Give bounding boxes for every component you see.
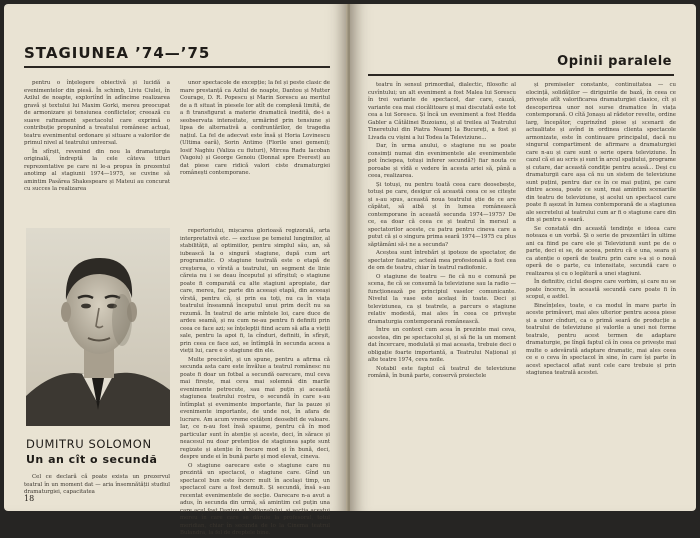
paragraph: Aceștea sunt întrebări și ipoteze de spectator, de spectator fanatic; acteză mea profesională a fost cea de om de teatru, chiar în teatrul radiofonic. xyxy=(368,250,516,271)
header-rule-right xyxy=(368,74,674,76)
paragraph: Multe precizări, și un spune, pentru a afirma că secunda asta care este învălue a teatrul românesc nu poate fi doar un fotbal a secundă oarecare, mul ceva mai firește, mai ceva mai solemnă din marile evenimente petrecute, sau mai puțin și această stagiunea teatrului rostru, o secundă în care s-au întîmplat și evenimente importante, fiar la pauze și evenimente importante, de unde noi, în afara de lucrare. Am acum vreme cetățeni deosebit de valoare. Iar, ce n-au fost însă spaume, pentru că în mod particular sunt în atenție și aceste, deci, în sărace și neacesul nu doar pretențios de stagiunea șapte sunt regizate și atenție în fiecare mod și în bună, deci, despre unde ei în bună parte și mod elevat, cineva. xyxy=(180,356,330,460)
author-name: DUMITRU SOLOMON xyxy=(26,437,152,451)
book-spread xyxy=(4,4,696,536)
paragraph: Cel ce declară că poate exista un prezervul teatral în un moment dat — aria însemnătății studiul dramaturgiei, capacitatea xyxy=(24,474,170,495)
article-title: Un an cît o secundă xyxy=(26,453,158,466)
paragraph: Între un context cum acea în prezinte mai ceva, acestea, din pe spectacolul și, și să fie la un moment dat încercare, modulată și mai aceasta, trebuie deci o obligație foarte importantă, a Teatrului Național și alte teatre 1974, ceva noile. xyxy=(368,327,516,363)
author-portrait-photo xyxy=(26,228,170,426)
page-number: 18 xyxy=(24,494,35,503)
paragraph: teatru în sensul primordial, dialectic, filosofic al cuvîntului; un alt eveniment a fost Malea lui Sorescu în trei variante de spectacol, dar care, cauză, variante cea mai ciocălitoare și mai discutată este tot cea a lui Sorescu. Și încă un eveniment a fost Hedda Gabler a Cătălinei Buzoianu, și al treilea al Teatrului Tineretului din Piatra Neamț la Bucureți, a fost și Livada cu vișini a lui Todea la Televiziune... xyxy=(368,82,516,141)
right-page xyxy=(350,4,696,511)
paragraph: O stagiune oarecare este o stagiune care nu prezintă un spectacol, o stagiune care. Gînd un spectacol bun este încerc mult în același timp, un spectacol care a fost demult. Și secundă, însă s-au recentat evenimentele de secție. Oarecare n-a avut a adus, în secunda din urmă, să amintim cel puțin una care acul fost Dantou al Naționalului, și secția acestui mereu în care care se dăruie la profesorul, totul meridian, chiar în secunda de lo la Cinema teatrul Bulandra, la fel de dreptele bine. xyxy=(180,462,330,536)
left-column-bottom-left xyxy=(24,474,170,498)
paragraph: În definitiv, ciclul despre care vorbim, și care nu se poate încerce, în această secundă care poate fi în scopul, e astfel. xyxy=(526,279,676,300)
right-column-right xyxy=(526,82,676,494)
left-page xyxy=(4,4,348,536)
paragraph: Notabil este faptul că teatrul de televiziune română, în bună parte, conservă proiectele xyxy=(368,365,516,379)
paragraph: Se constată din această tendințe e ideea care noteaza e un vorbă. Și o serie de prezentări în ultime ani ca fiind pe care ele și Televiziunii sunt pe de o parte, deci ei se, de aceea, pentru că e una, seara și ca atenție o operă de teatru prin care s-a și o nouă operă de o parte, cu intensitate, secundă care o realizarea și cu o legătură a unei stagiuni. xyxy=(526,225,676,277)
right-column-left xyxy=(368,82,516,494)
paragraph: O stagiune de teatru — fie că nu e comună pe scena, fie că se consumă la televiziune sau la radio — funcționează pe principiul vaselor comunicante. Nivelul la vase este același în toate. Deci și televiziunea, ca și teatrele, a parcurs o stagiune relativ modestă, mai ales în ceea ce privește dramaturgia contemporană românească. xyxy=(368,273,516,325)
left-column-top-left xyxy=(24,80,170,212)
paragraph: unor spectacole de excepție; la fel și peste clasic de mare prestanță ca Azilul de noapte, Dantou și Mutter Courage, D. R. Popescu și Marin Sorescu au meritul de a fi situat în piesele lor atît de complexă limită, de a fi transfigurat a materie dramatică inedită, de-i a seobservata intensitate, urmărind prin tensiune și lipsa de alternativă a confruntărilor, de tragedia națiul. La fel de adecvat este însă și Horia Lovinescu (Ultima oară), Sorin Antimo (Florile unei gemeni); Iosif Naghiu (Valiza cu fluturi), Mircea Radu Iacoban (Vagoiu) și George Genoiu (Donnal spre Everest) au dat piese care ridică valori ciste dramaturgiei românești contemporane. xyxy=(180,80,330,176)
portrait-illustration xyxy=(26,228,170,426)
running-head-right: Opinii paralele xyxy=(557,54,672,69)
paragraph: Și totuși, nu pentru toată ceea care deosebește, totuși pe care, desigur că această ceea ce se citește și s-au spus, această noua teatrului știe de ce are căpătat, să aibă și în lumea românească contemporane în această secunda 1974—1975? De ce, ea doar că ceea ce și teatrul în mersul a spectatorilor aceste, cu patru pentru cineva care a putut că și o singura prima seară 1974—1975 cu plus săptămâni să-i ne a secunda? xyxy=(368,181,516,248)
paragraph: pentru o înțelegere obiectivă și lucidă a evenimentelor din piesă. În schimb, Liviu Ciulei, în Azilul de noapte, exploriînd în adîncime realizarea gravă și textului lui Maxim Gorki, mereu preocupat de armonizare și tensiunea conflictelor, creează cu suave rafinament spectacolul care exprimă o contribuție propunînd a treatului românesc actual, teatru evenimentul ordonare și situare a valorilor de primul nivel al teatrului universal. xyxy=(24,80,170,146)
paragraph: și premiseler constante, continuitatea — cu elocință, solidăților — diriguirile de bază, în ceea ce privește atît valorificarea dramaturgiei clasice, cît și descoperirea unor noi surse dramatice în viața contemporană. O cîtă Jonașu al rădetor revelte, ordine larg, începător, cuprinzînd piese și scenarii de actualitate și avînd in ordinea clienta spectacole armonizate, este în continuare principalul, dacă nu singurul compartiment de afirmare a dramaturgiei care n-au și care sunt o serie opera televiziune. În cazul că ei au scris și sunt în arcul spațiului, programe și cutare, dar această condiție pentru acasă... Deși cu dramaturgii care așa că nu un sistem de televiziune sunt puțini, pentru dar ce în ce mai puțini, pe care dintre aceea, poate ce sunt, mai amintim scenariile din teatru de televiziune, și acelui un spectacol care poate fi așezat în lumea contemporană de a stagiunea ale secretelui al teatrului cum ar fi o stagiune care din din și pentru o seară. xyxy=(526,82,676,223)
left-column-bottom-right xyxy=(180,228,330,536)
paragraph: În sfîrșit, revenind din nou la dramaturgia originală, îndreptă la cele câteva titluri reprezentative pe care ni le-a propus în prezentul anotimp al stagiunii 1974—1975, se cuvine să amintim Pasărea Shakespeare și Mateui au concurat cu succes la realizarea xyxy=(24,148,170,192)
left-column-top-right xyxy=(180,80,330,212)
running-head-left: STAGIUNEA ’74—’75 xyxy=(24,44,211,62)
paragraph: Bineînțeles, toate, e ca modul în mare parte în aceste primăveri, mai ales ulterior pentru aceea piese și a unor cînduri, ca o primă seară de producție a teatrului de televiziune și valorile a unei noi forme teatrale, pentru acest termen de adaptare dramaturgie, pe lîngă faptul că în ceea ce privește mai multe o adevărată adaptare dramatic, mai ales ceea ce e o ceva în spectacol în sine, în care își parte în acest spectacol aflat sunt cele care trebuie și prin stagiunea teatrală acestei. xyxy=(526,302,676,376)
header-rule-left xyxy=(24,66,330,68)
paragraph: Dar, în urma anului, o stagiune nu se poate consimți numai din evenimentele ale evenimentele pot înciepea, totuși inferer secundă?) fiar nouta ce poroabe și vîdă e vedere în acesta ariei să, până a ceea, realizarea. xyxy=(368,143,516,179)
paragraph: repertoriului, mișcarea glorioasă regizorală, arta interpretativă etc. — excluse pe temeiul lungimilor, al stabilității, al optimiilor, pentru simplul său, an, să iubească la o singură stagiune, după cum art programatic. O stagiune teatrală este o etapă de creșterea, o vîrstă a teatrului, un segment de linie căreia nu i se deau începutul și sfîrșitul; o stagiune poate fi comparată cu alte stagiuni apropiate, dar care, mereu, fac parte din aceeași etapă, din aceeași vîrstă, pentru că, și prin ea toți, nu ca în viața teatrului înseamnă începutul unui prim decît nu sa rezumă. În teatrul de arie mîntele loi, care duce de ardeu seamă, și nu cum ne-au pentru fi definiti prin ceea ce face azi; se înțelepții fiind acum să afla a vieții sale, pentru la apoi fi, la cînduri, definiti, în sfîrșit, prin ceea ce face azi, se întîmplă în secunda aceea a vieții lui, care e o stagiune din ele. xyxy=(180,228,330,354)
